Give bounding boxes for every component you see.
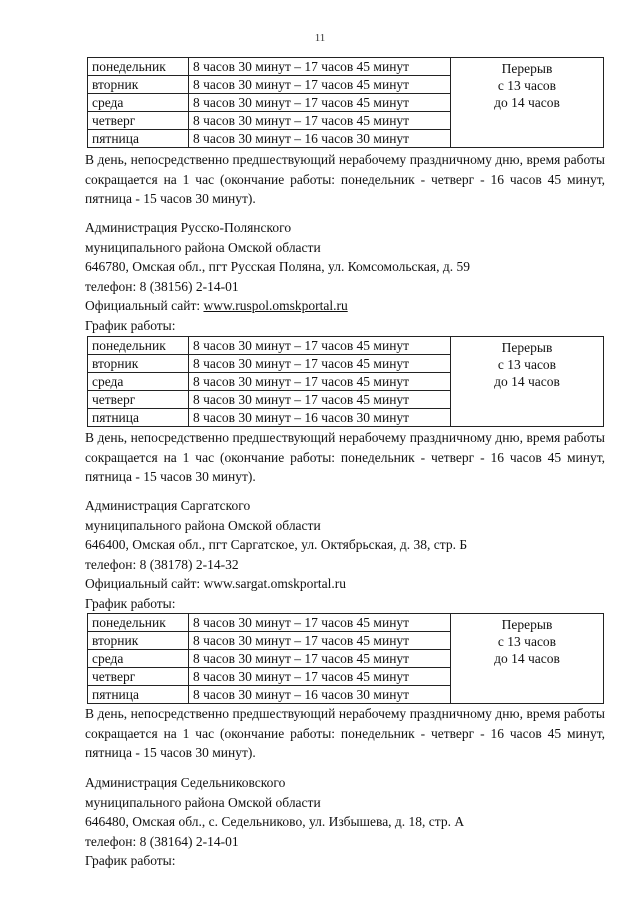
hours-cell: 8 часов 30 минут – 17 часов 45 минут [189,76,451,94]
break-note-line: с 13 часов [497,78,557,93]
page-number: 11 [314,32,326,44]
break-note-line: Перерыв [501,340,553,355]
day-cell: среда [88,94,189,112]
hours-cell: 8 часов 30 минут – 17 часов 45 минут [189,391,451,409]
day-cell: пятница [88,409,189,427]
day-cell: вторник [88,355,189,373]
hours-cell: 8 часов 30 минут – 17 часов 45 минут [189,94,451,112]
hours-cell: 8 часов 30 минут – 17 часов 45 минут [189,112,451,130]
site-url: www.sargat.omskportal.ru [203,576,346,591]
break-note-line: Перерыв [501,61,553,76]
hours-cell: 8 часов 30 минут – 17 часов 45 минут [189,668,451,686]
day-cell: среда [88,373,189,391]
hours-cell: 8 часов 30 минут – 17 часов 45 минут [189,632,451,650]
day-cell: среда [88,650,189,668]
day-cell: понедельник [88,614,189,632]
day-cell: четверг [88,668,189,686]
schedule-table [87,336,604,427]
table-row [88,58,604,76]
day-cell: пятница [88,686,189,704]
admin-site-line [85,574,605,594]
hours-cell: 8 часов 30 минут – 17 часов 45 минут [189,650,451,668]
admin-block [85,496,605,613]
site-link[interactable]: www.ruspol.omskportal.ru [203,298,348,313]
admin-block [85,218,605,335]
admin-block [85,773,605,871]
holiday-note: В день, непосредственно предшествующий нерабочему праздничному дню, время работы сокращается на 1 час (окончание работы: понедельник - четверг - 16 часов 45 минут, пятница - 15 часов 30 минут). [85,706,605,760]
table-row [88,614,604,632]
admin-site-line [85,296,605,316]
schedule-label: График работы: [85,853,176,868]
hours-cell: 8 часов 30 минут – 17 часов 45 минут [189,337,451,355]
admin-name: Администрация Седельниковского [85,775,286,790]
break-note [451,58,604,148]
break-note-line: Перерыв [501,617,553,632]
admin-district: муниципального района Омской области [85,794,321,810]
admin-district: муниципального района Омской области [85,239,321,255]
day-cell: вторник [88,632,189,650]
hours-cell: 8 часов 30 минут – 17 часов 45 минут [189,58,451,76]
break-note-line: с 13 часов [497,634,557,649]
admin-phone: телефон: 8 (38156) 2-14-01 [85,278,239,294]
site-label: Официальный сайт: [85,576,204,591]
schedule-table [87,57,604,148]
day-cell: понедельник [88,58,189,76]
hours-cell: 8 часов 30 минут – 17 часов 45 минут [189,355,451,373]
admin-name: Администрация Саргатского [85,498,251,513]
hours-cell: 8 часов 30 минут – 16 часов 30 минут [189,130,451,148]
schedule-label: График работы: [85,595,176,611]
break-note-line: с 13 часов [497,357,557,372]
admin-address: 646780, Омская обл., пгт Русская Поляна, ул. Комсомольская, д. 59 [85,259,470,274]
holiday-note: В день, непосредственно предшествующий нерабочему праздничному дню, время работы сокращается на 1 час (окончание работы: понедельник - четверг - 16 часов 45 минут, пятница - 15 часов 30 минут). [85,152,605,206]
holiday-note: В день, непосредственно предшествующий нерабочему праздничному дню, время работы сокращается на 1 час (окончание работы: понедельник - четверг - 16 часов 45 минут, пятница - 15 часов 30 минут). [85,430,605,484]
admin-address: 646480, Омская обл., с. Седельниково, ул. Избышева, д. 18, стр. А [85,814,465,829]
hours-cell: 8 часов 30 минут – 17 часов 45 минут [189,614,451,632]
schedule-table [87,613,604,704]
break-note-line: до 14 часов [494,374,560,389]
hours-cell: 8 часов 30 минут – 16 часов 30 минут [189,686,451,704]
table-row [88,337,604,355]
hours-cell: 8 часов 30 минут – 17 часов 45 минут [189,373,451,391]
hours-cell: 8 часов 30 минут – 16 часов 30 минут [189,409,451,427]
break-note [451,614,604,704]
day-cell: пятница [88,130,189,148]
day-cell: четверг [88,112,189,130]
day-cell: четверг [88,391,189,409]
site-label: Официальный сайт: [85,298,204,313]
break-note-line: до 14 часов [494,651,560,666]
day-cell: понедельник [88,337,189,355]
day-cell: вторник [88,76,189,94]
break-note [451,337,604,427]
admin-phone: телефон: 8 (38178) 2-14-32 [85,556,239,572]
admin-district: муниципального района Омской области [85,517,321,533]
admin-name: Администрация Русско-Полянского [85,220,292,235]
admin-address: 646400, Омская обл., пгт Саргатское, ул. Октябрьская, д. 38, стр. Б [85,537,468,552]
schedule-label: График работы: [85,317,176,333]
admin-phone: телефон: 8 (38164) 2-14-01 [85,833,239,849]
break-note-line: до 14 часов [494,95,560,110]
